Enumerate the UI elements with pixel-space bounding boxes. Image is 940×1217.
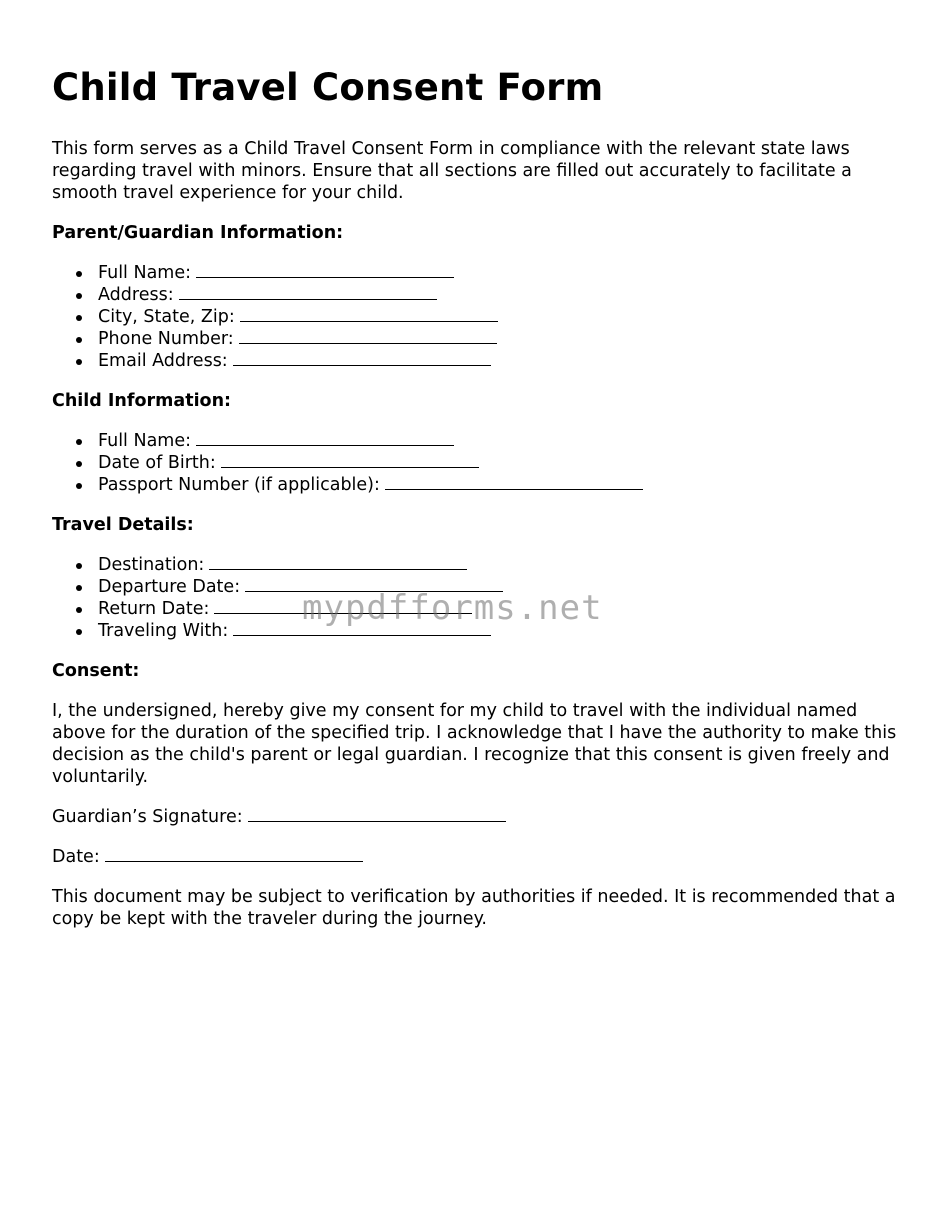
parent-phone-field: Phone Number: [98, 328, 897, 350]
travel-return-blank[interactable] [214, 598, 472, 614]
parent-city-state-zip-blank[interactable] [240, 306, 498, 322]
parent-full-name-field: Full Name: [98, 262, 897, 284]
child-passport-blank[interactable] [385, 474, 643, 490]
parent-email-field: Email Address: [98, 350, 897, 372]
consent-section-heading: Consent: [52, 661, 140, 681]
child-field-list [52, 430, 897, 496]
travel-section-heading: Travel Details: [52, 515, 194, 535]
date-line: Date: [52, 846, 897, 868]
travel-field-list [52, 554, 897, 642]
travel-departure-blank[interactable] [245, 576, 503, 592]
travel-destination-blank[interactable] [209, 554, 467, 570]
child-full-name-field: Full Name: [98, 430, 897, 452]
parent-address-blank[interactable] [179, 284, 437, 300]
intro-paragraph: This form serves as a Child Travel Consent Form in compliance with the relevant state laws regarding travel with minors. Ensure that all sections are filled out accurately to facilitate a smooth travel experience for your child. [52, 139, 852, 203]
form-page [52, 64, 897, 948]
travel-destination-field: Destination: [98, 554, 897, 576]
travel-departure-field: Departure Date: [98, 576, 897, 598]
child-dob-blank[interactable] [221, 452, 479, 468]
child-passport-field: Passport Number (if applicable): [98, 474, 897, 496]
consent-paragraph: I, the undersigned, hereby give my consent for my child to travel with the individual named above for the duration of the specified trip. I acknowledge that I have the authority to make this decision as the child's parent or legal guardian. I recognize that this consent is given freely and voluntarily. [52, 701, 897, 787]
footer-note: This document may be subject to verification by authorities if needed. It is recommended that a copy be kept with the traveler during the journey. [52, 887, 896, 929]
parent-phone-blank[interactable] [239, 328, 497, 344]
child-full-name-blank[interactable] [196, 430, 454, 446]
parent-city-state-zip-field: City, State, Zip: [98, 306, 897, 328]
parent-address-field: Address: [98, 284, 897, 306]
watermark: mypdfforms.net [302, 588, 603, 628]
signature-line: Guardian’s Signature: [52, 806, 897, 828]
travel-with-field: Traveling With: [98, 620, 897, 642]
child-dob-field: Date of Birth: [98, 452, 897, 474]
parent-full-name-blank[interactable] [196, 262, 454, 278]
child-section-heading: Child Information: [52, 391, 232, 411]
date-blank[interactable] [105, 846, 363, 862]
travel-return-field: Return Date: [98, 598, 897, 620]
parent-section-heading: Parent/Guardian Information: [52, 223, 344, 243]
travel-with-blank[interactable] [233, 620, 491, 636]
parent-field-list [52, 262, 897, 372]
parent-email-blank[interactable] [233, 350, 491, 366]
signature-blank[interactable] [248, 806, 506, 822]
page-title: Child Travel Consent Form [52, 66, 604, 109]
